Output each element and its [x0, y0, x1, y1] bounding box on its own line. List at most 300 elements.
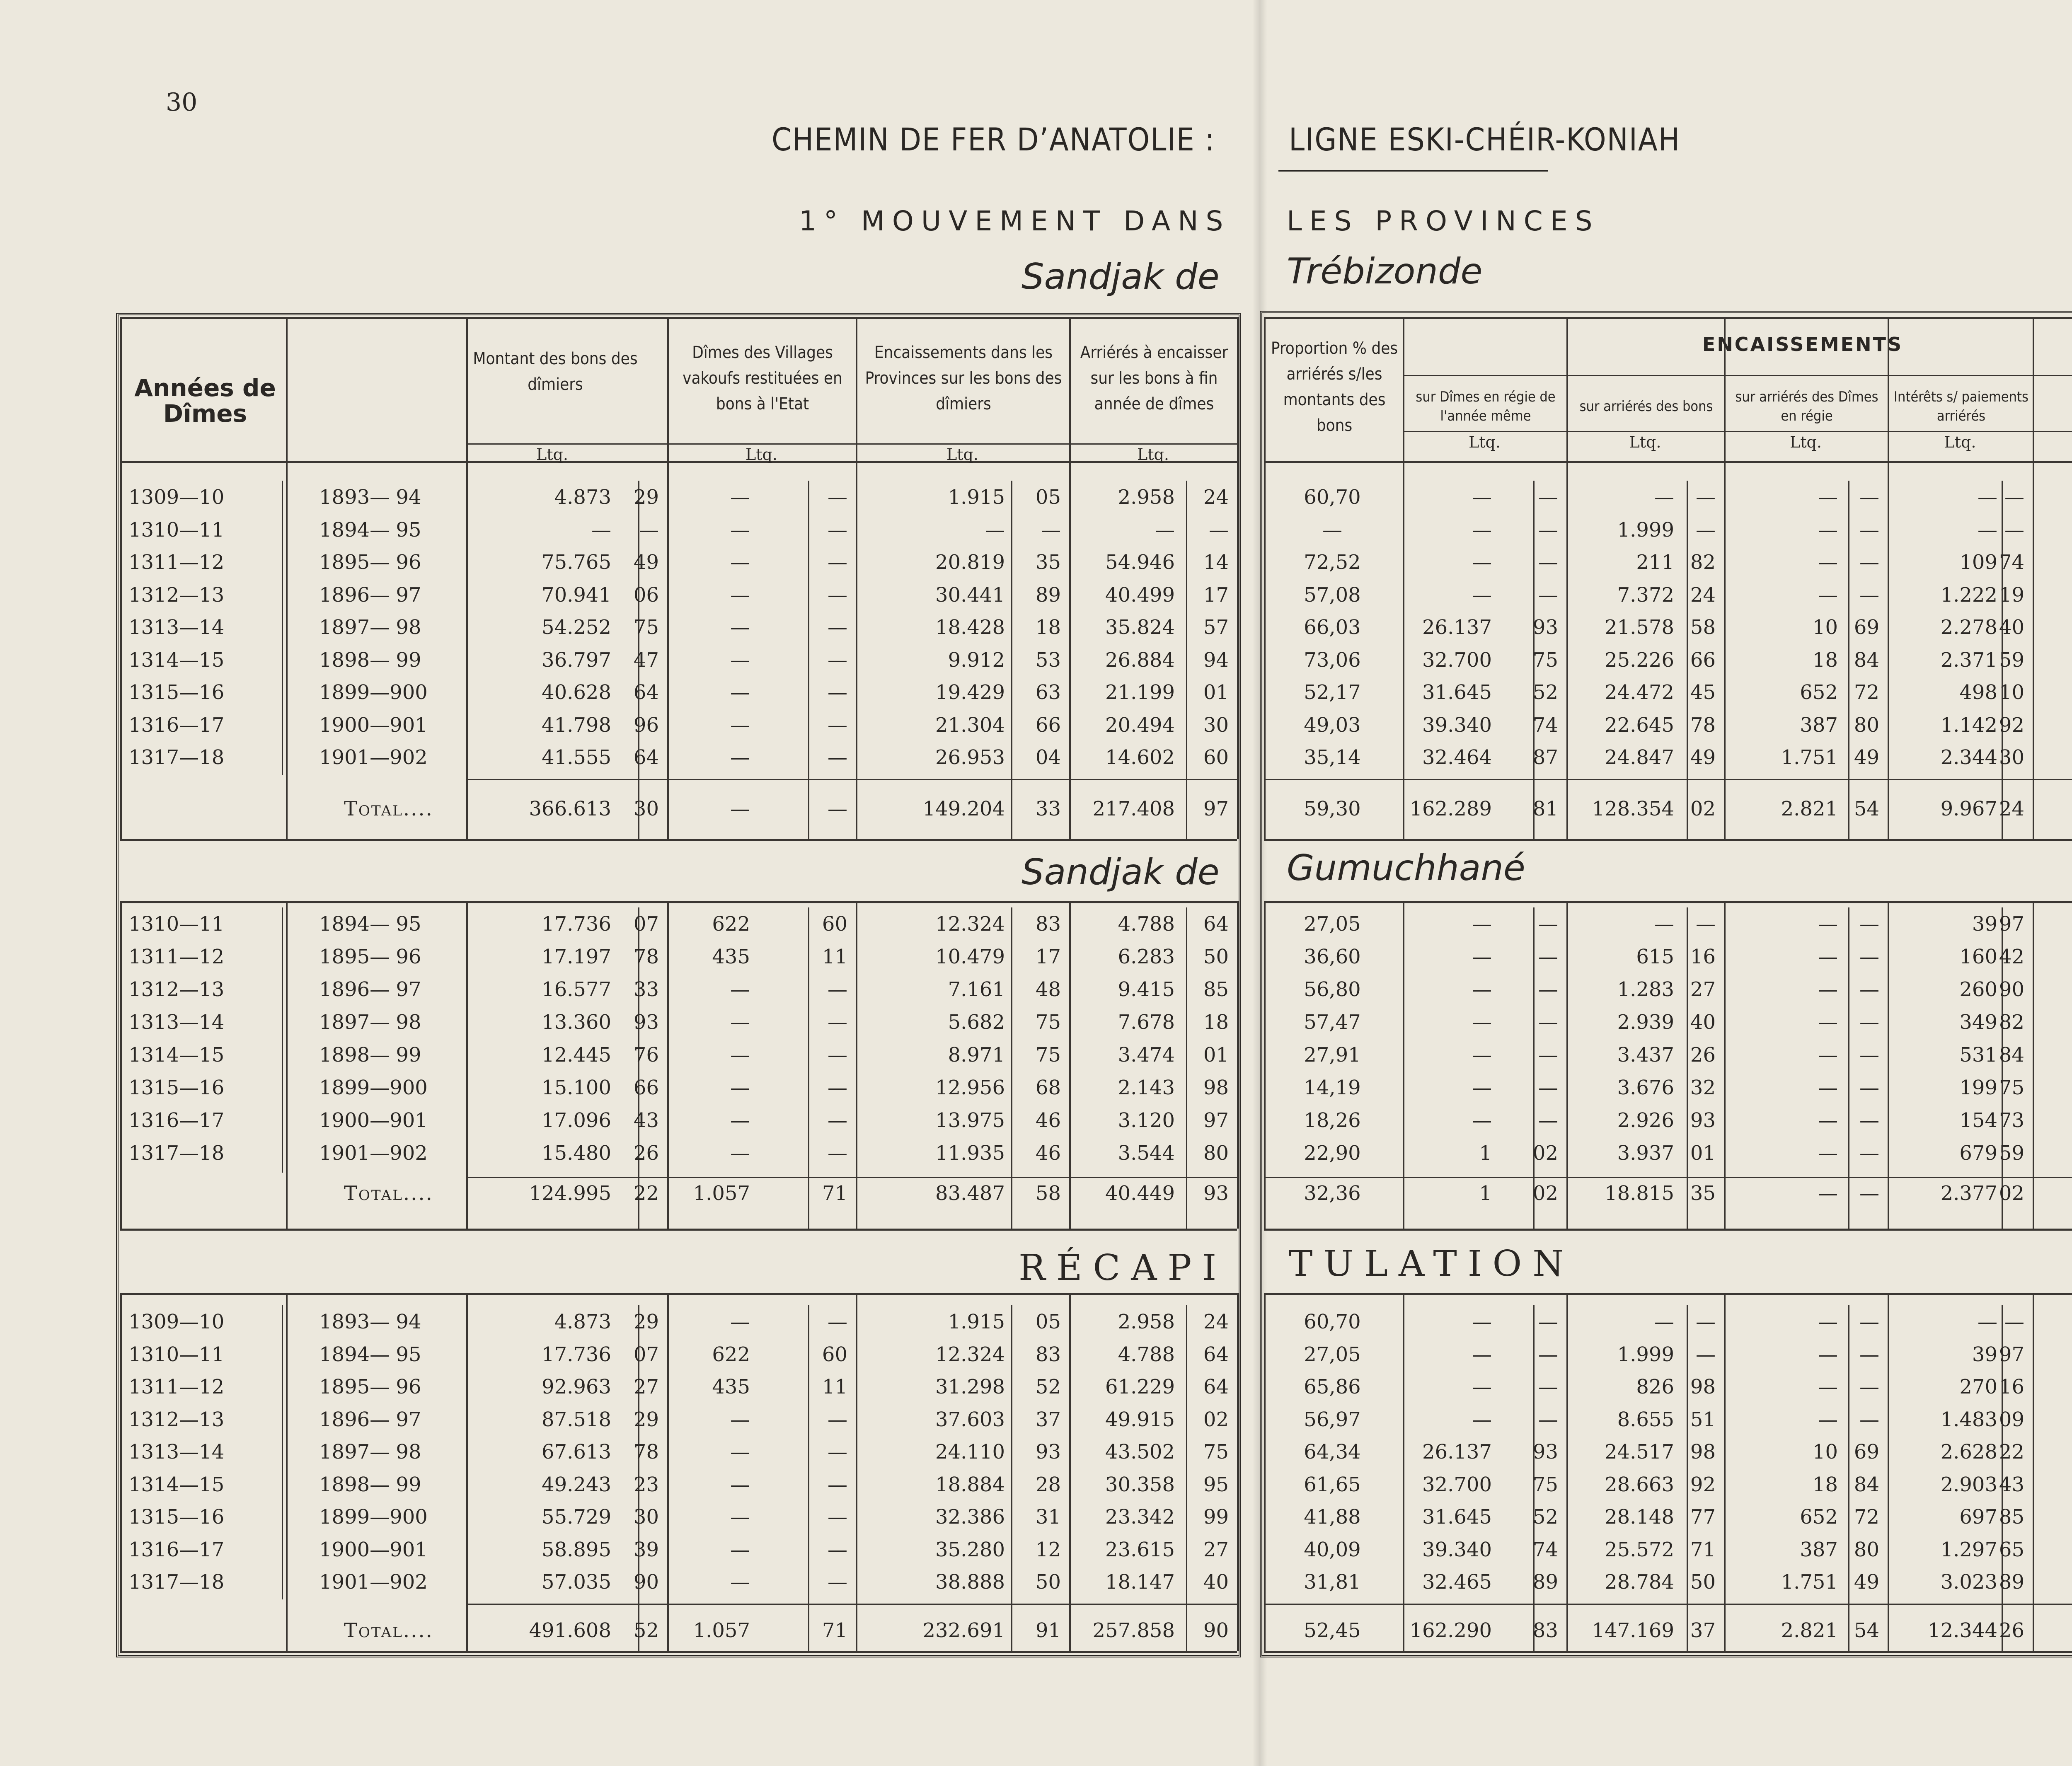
- table-cell: —: [828, 1109, 847, 1132]
- table-cell: —: [828, 714, 847, 737]
- table-cell: 89: [1035, 583, 1061, 607]
- table-cell: 26.137: [1422, 1440, 1492, 1464]
- table-cell: 1309—10: [128, 1310, 225, 1333]
- table-cell: 67.613: [542, 1440, 611, 1464]
- table-cell: 1.999: [1617, 518, 1674, 542]
- total-cell: 35: [1690, 1182, 1716, 1205]
- table-cell: 21.199: [1105, 681, 1175, 704]
- table-cell: 60,70: [1304, 486, 1361, 509]
- table-cell: —: [730, 486, 750, 509]
- table-cell: —: [828, 1473, 847, 1496]
- table-cell: 19: [1999, 583, 2024, 607]
- right-column-rule: [2033, 317, 2034, 839]
- table-cell: 40.499: [1105, 583, 1175, 607]
- table-cell: 17.096: [542, 1109, 611, 1132]
- table-cell: 28: [1035, 1473, 1061, 1496]
- table-cell: 3.937: [1617, 1142, 1674, 1165]
- table-cell: —: [1696, 518, 1716, 542]
- table-cell: 18.884: [935, 1473, 1005, 1496]
- table-cell: 1899—900: [319, 1076, 428, 1099]
- table-cell: —: [730, 1310, 750, 1333]
- table-cell: 36.797: [542, 648, 611, 672]
- table-cell: 49.915: [1105, 1408, 1175, 1431]
- sandjak-title-right-2: Gumuchhané: [1287, 847, 1525, 889]
- left-column-rule: [1069, 901, 1071, 1229]
- table-cell: —: [1472, 1310, 1492, 1333]
- total-cell: 37: [1690, 1619, 1716, 1642]
- table-cell: 2.344: [1940, 746, 1997, 769]
- table-cell: 5.682: [948, 1011, 1005, 1034]
- table-cell: 22.645: [1605, 714, 1674, 737]
- table-cell: 1312—13: [128, 1408, 225, 1431]
- table-cell: 1900—901: [319, 1109, 428, 1132]
- table-cell: 52: [1035, 1375, 1061, 1398]
- table-cell: —: [730, 1142, 750, 1165]
- total-cell: 1: [1479, 1182, 1492, 1205]
- table-cell: 82: [1999, 1011, 2024, 1034]
- table-cell: 75: [1532, 648, 1558, 672]
- table-cell: 1311—12: [128, 945, 225, 968]
- total-cell: 9.967: [1940, 797, 1997, 820]
- table-cell: 2.278: [1940, 616, 1997, 639]
- total-cell: 93: [1203, 1182, 1229, 1205]
- table-cell: —: [730, 551, 750, 574]
- table-cell: 28.784: [1605, 1570, 1674, 1594]
- table-cell: —: [1538, 945, 1558, 968]
- table-cell: —: [1538, 978, 1558, 1001]
- table-cell: 49: [633, 551, 659, 574]
- year-split-rule: [282, 907, 283, 1173]
- total-cell: 83: [1532, 1619, 1558, 1642]
- table-cell: 18.147: [1105, 1570, 1175, 1594]
- table-cell: 09: [1999, 1408, 2024, 1431]
- table-cell: —: [1472, 978, 1492, 1001]
- total-label: Total....: [344, 1182, 433, 1205]
- table-cell: 57.035: [542, 1570, 611, 1594]
- table-cell: 26.137: [1422, 616, 1492, 639]
- table-cell: 37.603: [935, 1408, 1005, 1431]
- left-column-rule: [1237, 1293, 1239, 1651]
- table-cell: 78: [633, 945, 659, 968]
- table-cell: 35.824: [1105, 616, 1175, 639]
- table-cell: 72,52: [1304, 551, 1361, 574]
- left-column-rule: [466, 901, 468, 1229]
- left-column-rule: [1237, 317, 1239, 839]
- table-cell: 1.751: [1781, 746, 1838, 769]
- table-cell: —: [1472, 583, 1492, 607]
- table-cell: 652: [1800, 681, 1838, 704]
- table-cell: 1899—900: [319, 681, 428, 704]
- table-cell: 1.297: [1940, 1538, 1997, 1561]
- table-cell: —: [828, 1076, 847, 1099]
- total-cell: —: [1818, 1182, 1838, 1205]
- cents-rule: [1011, 1305, 1012, 1651]
- table-cell: —: [828, 1043, 847, 1067]
- table-cell: 66,03: [1304, 616, 1361, 639]
- table-cell: 826: [1636, 1375, 1674, 1398]
- section-heading-left: 1° MOUVEMENT DANS: [799, 205, 1231, 237]
- table-cell: 1896— 97: [319, 583, 421, 607]
- block-top-rule: [1264, 901, 2072, 903]
- table-cell: 98: [1690, 1440, 1716, 1464]
- total-cell: 59,30: [1304, 797, 1361, 820]
- table-cell: —: [2004, 518, 2024, 542]
- table-cell: 1312—13: [128, 583, 225, 607]
- total-cell: 52,45: [1304, 1619, 1361, 1642]
- table-cell: —: [1818, 486, 1838, 509]
- header-bottom-rule: [1264, 461, 2072, 463]
- table-cell: 109: [1959, 551, 1997, 574]
- sandjak-title-left-1: Sandjak de: [1021, 256, 1220, 298]
- table-cell: 75.765: [542, 551, 611, 574]
- table-cell: 75: [633, 616, 659, 639]
- table-cell: 72: [1854, 1505, 1879, 1529]
- table-cell: —: [1538, 518, 1558, 542]
- table-cell: 8.971: [948, 1043, 1005, 1067]
- table-cell: 50: [1035, 1570, 1061, 1594]
- table-cell: 16: [1690, 945, 1716, 968]
- table-cell: —: [1818, 1076, 1838, 1099]
- table-cell: 51: [1690, 1408, 1716, 1431]
- table-cell: —: [1538, 1375, 1558, 1398]
- table-cell: 42: [1999, 945, 2024, 968]
- table-cell: —: [828, 583, 847, 607]
- table-cell: 59: [1999, 648, 2024, 672]
- table-cell: —: [1818, 551, 1838, 574]
- table-cell: 349: [1959, 1011, 1997, 1034]
- sandjak-title-right-1: Trébizonde: [1287, 251, 1483, 292]
- table-cell: 97: [1203, 1109, 1229, 1132]
- cents-rule: [1687, 1305, 1688, 1651]
- left-column-rule: [466, 317, 468, 839]
- table-cell: 32.386: [935, 1505, 1005, 1529]
- total-cell: —: [730, 797, 750, 820]
- table-cell: 1894— 95: [319, 1343, 421, 1366]
- table-cell: 1: [1479, 1142, 1492, 1165]
- table-cell: 679: [1959, 1142, 1997, 1165]
- total-cell: 02: [1999, 1182, 2024, 1205]
- right-column-rule: [1403, 901, 1404, 1229]
- table-cell: 154: [1959, 1109, 1997, 1132]
- table-cell: —: [1472, 551, 1492, 574]
- table-cell: 46: [1035, 1109, 1061, 1132]
- table-cell: 05: [1035, 1310, 1061, 1333]
- total-cell: 40.449: [1105, 1182, 1175, 1205]
- right-column-rule: [1566, 317, 1568, 839]
- table-cell: —: [1654, 912, 1674, 936]
- table-cell: 20.819: [935, 551, 1005, 574]
- left-page-number: 30: [166, 88, 198, 117]
- right-column-rule: [1724, 1293, 1726, 1651]
- table-cell: —: [828, 746, 847, 769]
- table-cell: 622: [712, 1343, 750, 1366]
- table-cell: 99: [1203, 1505, 1229, 1529]
- table-cell: 1899—900: [319, 1505, 428, 1529]
- total-cell: 83.487: [935, 1182, 1005, 1205]
- table-cell: 84: [1854, 648, 1879, 672]
- block-top-rule: [120, 901, 1237, 903]
- total-cell: 24: [1999, 797, 2024, 820]
- right-column-rule: [1264, 317, 1266, 839]
- header-annees: Années de Dîmes: [134, 374, 276, 428]
- table-cell: 39.340: [1422, 714, 1492, 737]
- table-cell: 61,65: [1304, 1473, 1361, 1496]
- right-column-rule: [1888, 1293, 1889, 1651]
- total-cell: 32,36: [1304, 1182, 1361, 1205]
- table-cell: 2.958: [1118, 1310, 1175, 1333]
- table-cell: 64: [1203, 912, 1229, 936]
- table-cell: 49: [1854, 746, 1879, 769]
- table-cell: 24: [1690, 583, 1716, 607]
- table-cell: 270: [1959, 1375, 1997, 1398]
- left-column-rule: [286, 1293, 288, 1651]
- table-cell: 1.915: [948, 486, 1005, 509]
- table-cell: 24.472: [1605, 681, 1674, 704]
- total-cell: 91: [1035, 1619, 1061, 1642]
- table-cell: 41,88: [1304, 1505, 1361, 1529]
- table-cell: —: [1818, 1011, 1838, 1034]
- table-cell: —: [1696, 912, 1716, 936]
- total-cell: 71: [822, 1182, 847, 1205]
- table-cell: —: [828, 518, 847, 542]
- table-cell: 27: [1690, 978, 1716, 1001]
- table-cell: —: [1859, 518, 1879, 542]
- table-cell: 64,34: [1304, 1440, 1361, 1464]
- table-cell: 27,05: [1304, 1343, 1361, 1366]
- table-cell: 1314—15: [128, 648, 225, 672]
- table-cell: 1894— 95: [319, 912, 421, 936]
- table-cell: 64: [1203, 1375, 1229, 1398]
- ltq-unit-label: Ltq.: [1944, 433, 1976, 451]
- table-cell: 40.628: [542, 681, 611, 704]
- table-cell: —: [1538, 583, 1558, 607]
- table-cell: 39: [633, 1538, 659, 1561]
- table-cell: —: [639, 518, 659, 542]
- total-cell: 149.204: [922, 797, 1005, 820]
- table-cell: 1900—901: [319, 1538, 428, 1561]
- table-cell: 18: [1812, 1473, 1838, 1496]
- left-column-rule: [856, 901, 857, 1229]
- table-cell: 66: [1035, 714, 1061, 737]
- table-cell: 1.751: [1781, 1570, 1838, 1594]
- table-cell: 41.798: [542, 714, 611, 737]
- table-cell: —: [1538, 551, 1558, 574]
- table-cell: 1896— 97: [319, 978, 421, 1001]
- table-cell: 26: [633, 1142, 659, 1165]
- ltq-unit-label: Ltq.: [946, 445, 978, 464]
- table-cell: —: [1654, 486, 1674, 509]
- block-bottom-rule: [120, 1229, 1237, 1231]
- table-cell: —: [985, 518, 1005, 542]
- table-cell: —: [730, 1538, 750, 1561]
- table-cell: 24.110: [935, 1440, 1005, 1464]
- block-top-rule: [120, 1293, 1237, 1295]
- table-cell: 75: [1203, 1440, 1229, 1464]
- ltq-unit-label: Ltq.: [746, 445, 777, 464]
- table-cell: 65: [1999, 1538, 2024, 1561]
- table-cell: —: [1859, 486, 1879, 509]
- total-cell: 18.815: [1605, 1182, 1674, 1205]
- table-cell: 97: [1999, 912, 2024, 936]
- table-cell: —: [730, 1011, 750, 1034]
- table-cell: 96: [633, 714, 659, 737]
- table-cell: 3.474: [1118, 1043, 1175, 1067]
- table-cell: 90: [1999, 978, 2024, 1001]
- total-cell: 217.408: [1092, 797, 1175, 820]
- table-cell: 72: [1854, 681, 1879, 704]
- total-cell: 52: [633, 1619, 659, 1642]
- total-cell: 58: [1035, 1182, 1061, 1205]
- table-cell: 199: [1959, 1076, 1997, 1099]
- table-cell: —: [730, 714, 750, 737]
- table-cell: 31.298: [935, 1375, 1005, 1398]
- table-cell: 211: [1636, 551, 1674, 574]
- sum-rule: [1264, 1604, 2072, 1605]
- total-cell: 162.290: [1409, 1619, 1492, 1642]
- table-cell: —: [730, 1408, 750, 1431]
- table-cell: —: [2004, 1310, 2024, 1333]
- table-cell: 1309—10: [128, 486, 225, 509]
- table-cell: 40: [1690, 1011, 1716, 1034]
- table-cell: 31: [1035, 1505, 1061, 1529]
- table-cell: 24.517: [1605, 1440, 1674, 1464]
- recap-title-right: TULATION: [1289, 1243, 1575, 1285]
- total-cell: 1.057: [693, 1182, 750, 1205]
- table-cell: 32.464: [1422, 746, 1492, 769]
- table-cell: —: [1696, 1343, 1716, 1366]
- table-cell: 1317—18: [128, 1142, 225, 1165]
- table-cell: 22,90: [1304, 1142, 1361, 1165]
- table-cell: —: [1859, 551, 1879, 574]
- table-cell: 84: [1854, 1473, 1879, 1496]
- left-column-rule: [466, 1293, 468, 1651]
- table-cell: 87: [1532, 746, 1558, 769]
- right-column-rule: [1888, 901, 1889, 1229]
- table-cell: 652: [1800, 1505, 1838, 1529]
- block-bottom-rule: [1264, 1651, 2072, 1653]
- table-cell: 1310—11: [128, 1343, 225, 1366]
- table-cell: 74: [1532, 714, 1558, 737]
- table-cell: —: [1472, 945, 1492, 968]
- left-column-rule: [667, 317, 669, 839]
- cents-rule: [808, 481, 809, 839]
- cents-rule: [1848, 907, 1849, 1229]
- table-cell: —: [730, 518, 750, 542]
- table-cell: 46: [1035, 1142, 1061, 1165]
- left-column-rule: [120, 317, 122, 839]
- table-cell: —: [1978, 1310, 1997, 1333]
- table-cell: —: [1818, 583, 1838, 607]
- table-cell: 36,60: [1304, 945, 1361, 968]
- total-cell: 81: [1532, 797, 1558, 820]
- table-cell: 39.340: [1422, 1538, 1492, 1561]
- table-cell: 1.283: [1617, 978, 1674, 1001]
- right-column-rule: [1264, 1293, 1266, 1651]
- table-cell: 64: [633, 746, 659, 769]
- table-cell: 4.873: [554, 486, 611, 509]
- table-cell: 82: [1690, 551, 1716, 574]
- cents-rule: [1186, 481, 1187, 839]
- total-cell: 30: [633, 797, 659, 820]
- table-cell: 83: [1035, 912, 1061, 936]
- table-cell: —: [828, 1505, 847, 1529]
- table-cell: 75: [1532, 1473, 1558, 1496]
- table-cell: 17.736: [542, 1343, 611, 1366]
- table-cell: 160: [1959, 945, 1997, 968]
- table-cell: 93: [1532, 616, 1558, 639]
- table-cell: 02: [1203, 1408, 1229, 1431]
- table-cell: 1901—902: [319, 1570, 428, 1594]
- table-cell: 1.999: [1617, 1343, 1674, 1366]
- table-cell: —: [1859, 945, 1879, 968]
- table-cell: —: [1818, 518, 1838, 542]
- total-cell: 71: [822, 1619, 847, 1642]
- table-cell: 1898— 99: [319, 648, 421, 672]
- table-cell: 92.963: [542, 1375, 611, 1398]
- table-cell: —: [1538, 912, 1558, 936]
- table-cell: 1898— 99: [319, 1473, 421, 1496]
- table-cell: 06: [633, 583, 659, 607]
- table-cell: 57: [1203, 616, 1229, 639]
- right-column-rule: [1566, 901, 1568, 1229]
- running-head-left: CHEMIN DE FER D’ANATOLIE :: [772, 121, 1215, 158]
- table-cell: 26.884: [1105, 648, 1175, 672]
- table-cell: —: [1472, 518, 1492, 542]
- table-cell: 12.324: [935, 1343, 1005, 1366]
- table-cell: —: [730, 978, 750, 1001]
- table-cell: 31.645: [1422, 1505, 1492, 1529]
- table-cell: 622: [712, 912, 750, 936]
- table-cell: 26: [1690, 1043, 1716, 1067]
- table-cell: 40: [1203, 1570, 1229, 1594]
- table-cell: 18: [1203, 1011, 1229, 1034]
- table-cell: 32.465: [1422, 1570, 1492, 1594]
- table-cell: 89: [1999, 1570, 2024, 1594]
- table-cell: 75: [1035, 1043, 1061, 1067]
- table-cell: 1896— 97: [319, 1408, 421, 1431]
- total-cell: 2.821: [1781, 1619, 1838, 1642]
- ltq-unit-label: [2033, 433, 2072, 451]
- cents-rule: [1848, 1305, 1849, 1651]
- table-cell: 17: [1203, 583, 1229, 607]
- table-cell: 80: [1203, 1142, 1229, 1165]
- table-cell: 75: [1035, 1011, 1061, 1034]
- table-cell: 697: [1959, 1505, 1997, 1529]
- table-cell: 3.544: [1118, 1142, 1175, 1165]
- table-cell: 20.494: [1105, 714, 1175, 737]
- table-cell: 94: [1203, 648, 1229, 672]
- table-cell: 59: [1999, 1142, 2024, 1165]
- table-cell: 30.358: [1105, 1473, 1175, 1496]
- table-cell: 35,14: [1304, 746, 1361, 769]
- table-cell: 1313—14: [128, 616, 225, 639]
- table-cell: 52: [1532, 681, 1558, 704]
- table-cell: 50: [1203, 945, 1229, 968]
- table-cell: 71: [1690, 1538, 1716, 1561]
- table-cell: 1315—16: [128, 1505, 225, 1529]
- table-cell: 29: [633, 1408, 659, 1431]
- header-arrieres: Arriérés à encaisser sur les bons à fin année de dîmes: [1080, 343, 1228, 414]
- table-cell: 32: [1690, 1076, 1716, 1099]
- table-cell: 70.941: [542, 583, 611, 607]
- table-cell: 58: [1690, 616, 1716, 639]
- total-cell: —: [828, 797, 847, 820]
- table-cell: 28.148: [1605, 1505, 1674, 1529]
- table-cell: 65,86: [1304, 1375, 1361, 1398]
- table-cell: —: [828, 1142, 847, 1165]
- table-cell: 15.100: [542, 1076, 611, 1099]
- table-cell: 21.578: [1605, 616, 1674, 639]
